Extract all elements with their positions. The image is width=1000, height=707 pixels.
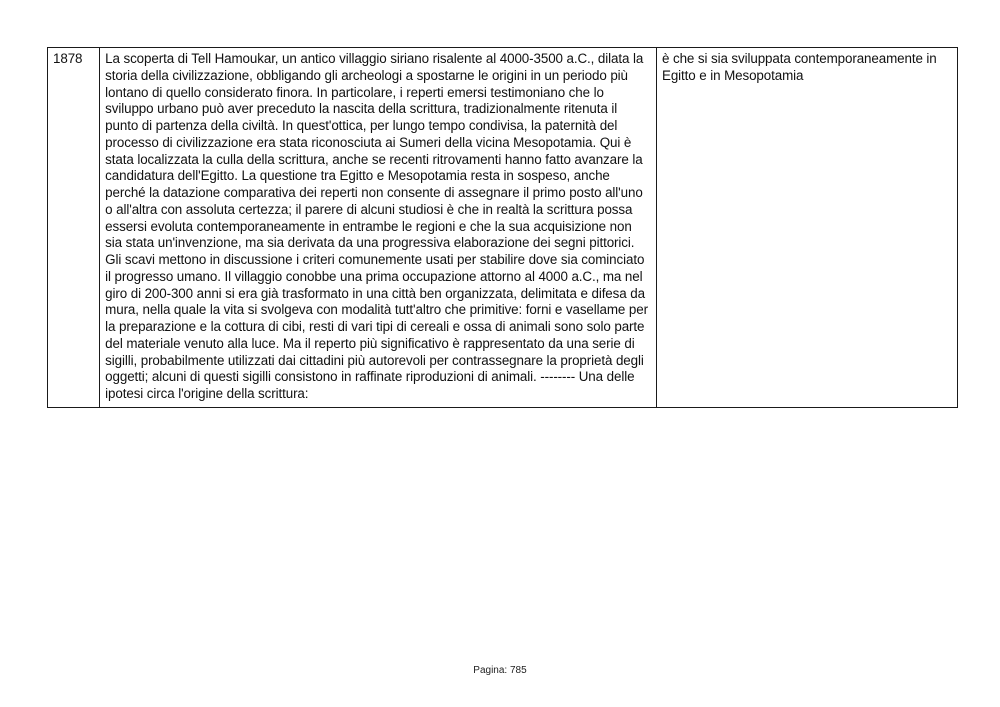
question-text: La scoperta di Tell Hamoukar, un antico villaggio siriano risalente al 4000-3500 a.C., dilata la storia della civilizzazione, obbligando gli archeologi a spostarne le origini in un periodo più lontano di quello considerato finora. In particolare, i reperti emersi testimoniano che lo sviluppo urbano può aver preceduto la nascita della scrittura, tradizionalmente ritenuta il punto di partenza della civiltà. In quest'ottica, per lungo tempo condivisa, la paternità del processo di civilizzazione era stata riconosciuta ai Sumeri della vicina Mesopotamia. Qui è stata localizzata la culla della scrittura, anche se recenti ritrovamenti hanno fatto avanzare la candidatura dell'Egitto. La questione tra Egitto e Mesopotamia resta in sospeso, anche perché la datazione comparativa dei reperti non consente di assegnare il primo posto all'uno o all'altra con assoluta certezza; il parere di alcuni studiosi è che in realtà la scrittura possa essersi evoluta contemporaneamente in entrambe le regioni e che la sua acquisizione non sia stata un'invenzione, ma sia derivata da una progressiva elaborazione dei segni pittorici. Gli scavi mettono in discussione i criteri comunemente usati per stabilire dove sia cominciato il progresso umano. Il villaggio conobbe una prima occupazione attorno al 4000 a.C., ma nel giro di 200-300 anni si era già trasformato in una città ben organizzata, delimitata e difesa da mura, nella quale la vita si svolgeva con modalità tutt'altro che primitive: forni e vasellame per la preparazione e la cottura di cibi, resti di vari tipi di cereali e ossa di animali sono solo parte del materiale venuto alla luce. Ma il reperto più significativo è rappresentato da una serie di sigilli, probabilmente utilizzati dai cittadini più autorevoli per contrassegnare la proprietà degli oggetti; alcuni di questi sigilli consistono in raffinate riproduzioni di animali. -------- Una delle ipotesi circa l'origine della scrittura: bbox=[100, 48, 657, 408]
table-row bbox=[48, 48, 958, 408]
answer-text: è che si sia sviluppata contemporaneamente in Egitto e in Mesopotamia bbox=[657, 48, 958, 408]
page-number: Pagina: 785 bbox=[473, 665, 527, 676]
question-table bbox=[47, 47, 958, 408]
question-number: 1878 bbox=[48, 48, 100, 408]
